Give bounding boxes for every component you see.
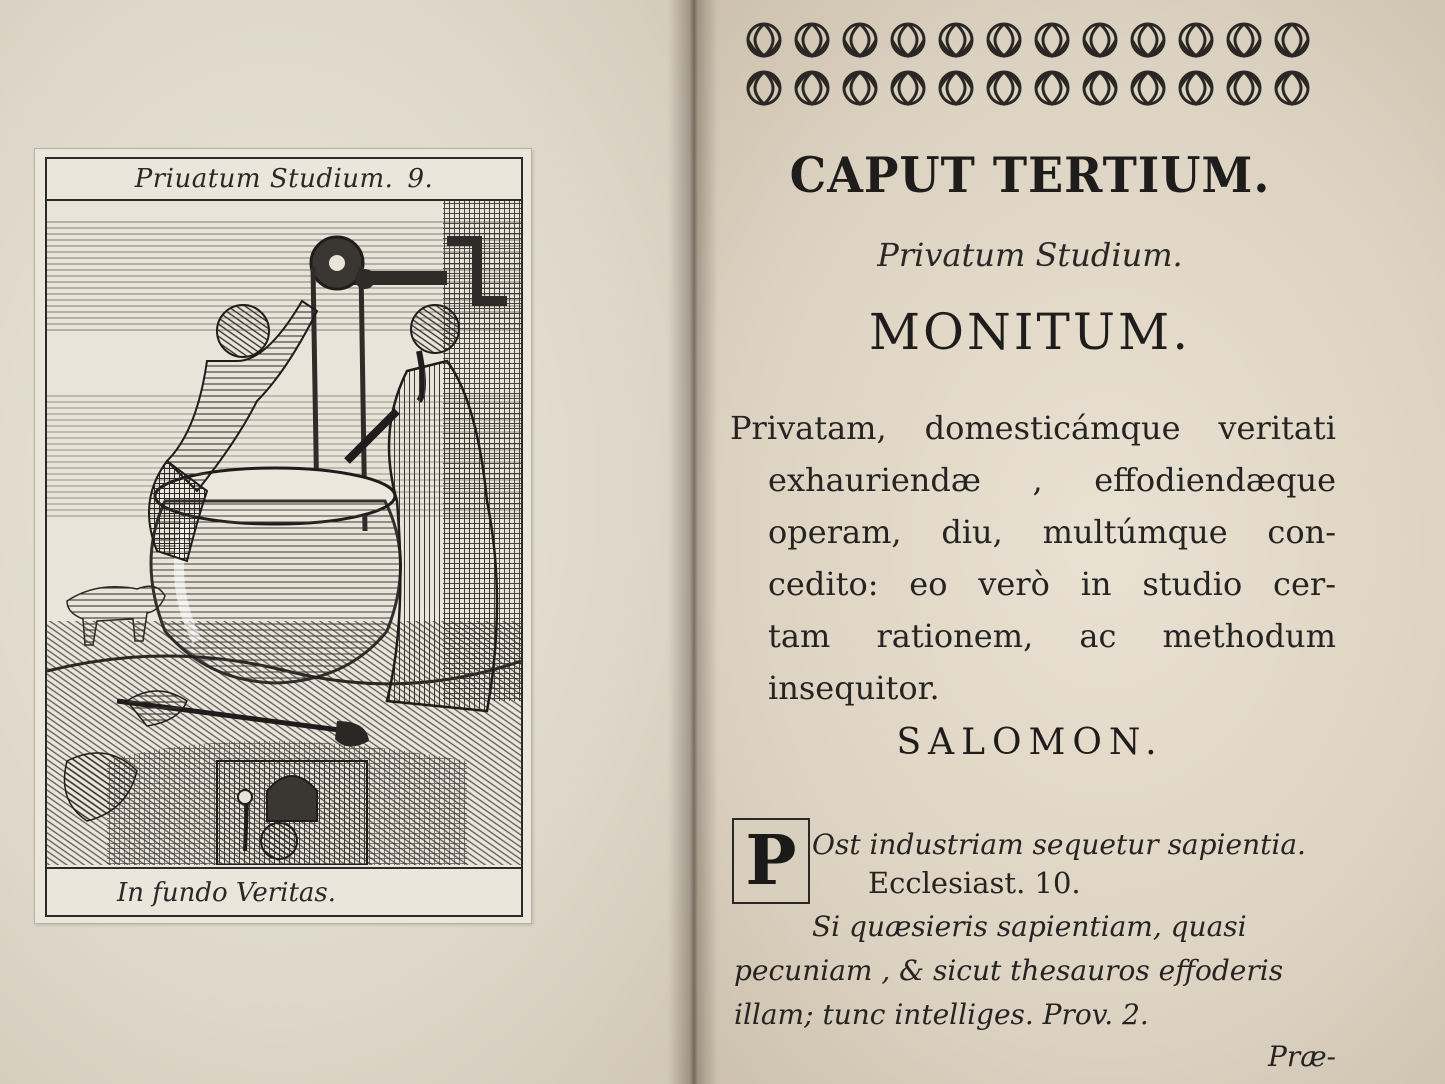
monitum-paragraph	[730, 402, 1336, 714]
plate-caption-top	[47, 159, 521, 201]
headpiece-ornament	[734, 10, 1318, 118]
quote-line: illam; tunc intelliges. Prov. 2.	[734, 998, 1149, 1031]
paragraph-line: Privatam, domesticámque veritati	[730, 409, 1336, 447]
paragraph-line: exhauriendæ , effodiendæque	[768, 461, 1336, 499]
paragraph-line: cedito: eo verò in studio cer-	[768, 565, 1336, 603]
author-heading: SALOMON.	[896, 722, 1164, 763]
quote-reference: Ecclesiast. 10.	[868, 866, 1081, 900]
plate-caption-bottom: In fundo Veritas.	[47, 867, 521, 915]
section-heading: MONITUM.	[868, 303, 1192, 361]
plate-title: Priuatum Studium.	[134, 164, 394, 194]
catchword: Præ-	[1268, 1040, 1337, 1073]
left-page	[0, 0, 690, 1084]
paragraph-line: operam, diu, multúmque con-	[768, 513, 1336, 551]
chapter-subtitle: Privatum Studium.	[877, 236, 1183, 274]
engraving-illustration	[47, 201, 521, 865]
dropcap-letter: P	[745, 821, 797, 901]
quote-line: Si quæsieris sapientiam, quasi	[812, 910, 1247, 943]
quote-line: Ost industriam sequetur sapientia.	[812, 828, 1306, 861]
engraved-plate	[34, 148, 532, 924]
dropcap-ornament	[732, 818, 810, 904]
paragraph-line: tam rationem, ac methodum	[768, 617, 1336, 655]
book-gutter	[668, 0, 718, 1084]
chapter-title: CAPUT TERTIUM.	[789, 146, 1271, 204]
plate-frame	[45, 157, 523, 917]
plate-number: 9.	[407, 164, 434, 194]
quote-line: pecuniam , & sicut thesauros effoderis	[734, 954, 1284, 987]
paragraph-line: insequitor.	[768, 669, 940, 707]
